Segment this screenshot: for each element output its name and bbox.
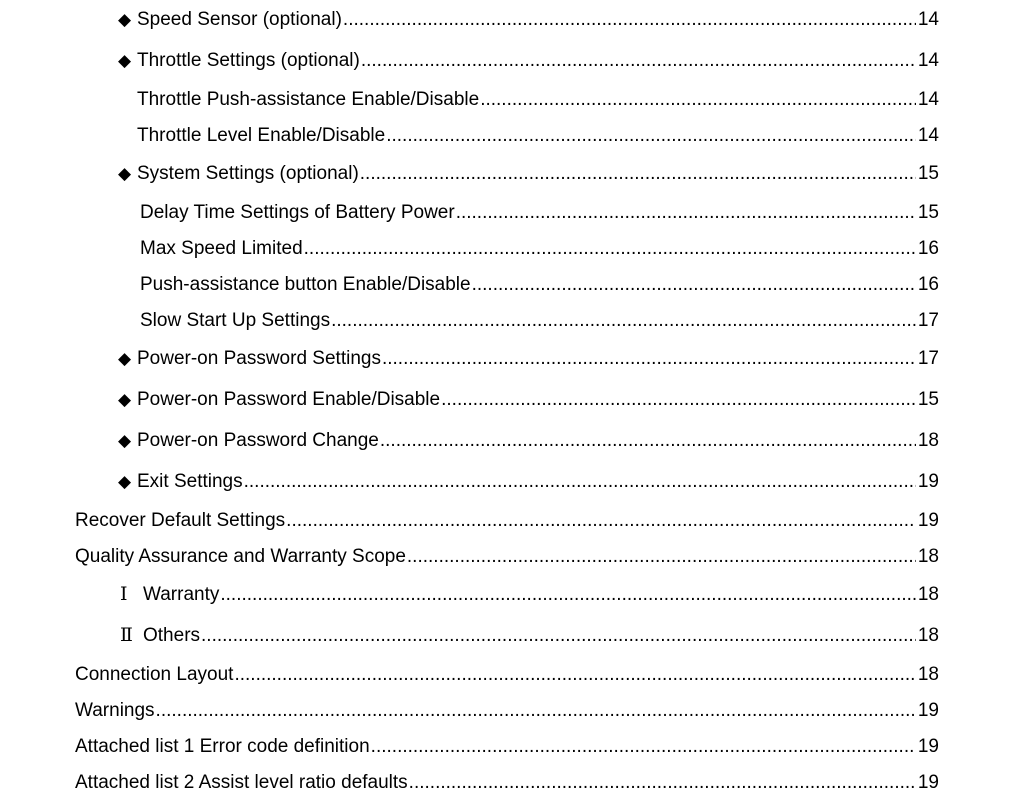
toc-entry-title: Exit Settings <box>137 471 243 492</box>
dot-leader <box>360 161 916 187</box>
toc-entry-title: Power-on Password Settings <box>137 348 381 369</box>
toc-entry-max-speed[interactable] <box>140 236 939 262</box>
toc-entry-title: Max Speed Limited <box>140 238 303 259</box>
toc-entry-warnings[interactable] <box>75 698 939 724</box>
toc-entry-title: Others <box>143 625 201 646</box>
toc-entry-quality-assurance[interactable] <box>75 544 939 570</box>
toc-entry-title: Slow Start Up Settings <box>140 310 331 331</box>
toc-entry-title: Attached list 2 Assist level ratio defaults <box>75 772 408 793</box>
toc-page-number: 18 <box>917 546 939 567</box>
toc-entry-attached-list-1[interactable] <box>75 734 939 760</box>
toc-entry-recover-default[interactable] <box>75 508 939 534</box>
dot-leader <box>480 87 916 113</box>
toc-page-number: 18 <box>917 430 939 451</box>
toc-entry-title: Warranty <box>143 584 220 605</box>
toc-entry-exit-settings[interactable] <box>118 469 939 495</box>
toc-entry-attached-list-2[interactable] <box>75 770 939 796</box>
roman-numeral: Ⅱ <box>120 625 133 646</box>
toc-entry-delay-time[interactable] <box>140 200 939 226</box>
roman-numeral: Ⅰ <box>120 584 128 605</box>
diamond-bullet-icon: ◆ <box>118 164 132 183</box>
toc-page-number: 15 <box>917 163 939 184</box>
toc-page-number: 16 <box>917 274 939 295</box>
toc-page-number: 19 <box>917 471 939 492</box>
dot-leader <box>371 734 916 760</box>
dot-leader <box>331 308 916 334</box>
toc-entry-throttle-push-assistance[interactable] <box>137 87 939 113</box>
toc-entry-push-assistance-button[interactable] <box>140 272 939 298</box>
dot-leader <box>244 469 916 495</box>
toc-entry-throttle-level[interactable] <box>137 123 939 149</box>
dot-leader <box>361 48 916 74</box>
dot-leader <box>156 698 916 724</box>
toc-entry-power-on-password-change[interactable] <box>118 428 939 454</box>
diamond-bullet-icon: ◆ <box>118 51 132 70</box>
toc-entry-power-on-password-enable[interactable] <box>118 387 939 413</box>
toc-page-number: 18 <box>917 625 939 646</box>
toc-page-number: 18 <box>917 584 939 605</box>
diamond-bullet-icon: ◆ <box>118 472 132 491</box>
toc-page-number: 17 <box>917 310 939 331</box>
toc-entry-title: Attached list 1 Error code definition <box>75 736 370 757</box>
diamond-bullet-icon: ◆ <box>118 10 132 29</box>
dot-leader <box>343 7 916 33</box>
toc-entry-slow-start[interactable] <box>140 308 939 334</box>
dot-leader <box>304 236 916 262</box>
dot-leader <box>472 272 916 298</box>
toc-entry-title: Power-on Password Change <box>137 430 379 451</box>
toc-page-number: 14 <box>917 125 939 146</box>
diamond-bullet-icon: ◆ <box>118 390 132 409</box>
toc-page-number: 19 <box>917 736 939 757</box>
toc-page-number: 19 <box>917 700 939 721</box>
toc-page-number: 14 <box>917 50 939 71</box>
toc-entry-title: Power-on Password Enable/Disable <box>137 389 441 410</box>
toc-entry-title: Throttle Push-assistance Enable/Disable <box>137 89 480 110</box>
diamond-bullet-icon: ◆ <box>118 431 132 450</box>
toc-page-number: 16 <box>917 238 939 259</box>
toc-entry-title: Push-assistance button Enable/Disable <box>140 274 471 295</box>
toc-entry-connection-layout[interactable] <box>75 662 939 688</box>
toc-entry-title: Warnings <box>75 700 155 721</box>
toc-page-number: 14 <box>917 9 939 30</box>
toc-entry-power-on-password-settings[interactable] <box>118 346 939 372</box>
toc-entry-title: Speed Sensor (optional) <box>137 9 342 30</box>
toc-page-number: 19 <box>917 772 939 793</box>
toc-entry-title: Delay Time Settings of Battery Power <box>140 202 455 223</box>
dot-leader <box>386 123 916 149</box>
toc-page-number: 18 <box>917 664 939 685</box>
toc-page-number: 15 <box>917 389 939 410</box>
toc-entry-title: Throttle Settings (optional) <box>137 50 360 71</box>
dot-leader <box>407 544 916 570</box>
toc-entry-title: Throttle Level Enable/Disable <box>137 125 386 146</box>
dot-leader <box>380 428 916 454</box>
toc-entry-system-settings[interactable] <box>118 161 939 187</box>
toc-page-number: 19 <box>917 510 939 531</box>
dot-leader <box>220 582 915 608</box>
toc-entry-title: System Settings (optional) <box>137 163 359 184</box>
diamond-bullet-icon: ◆ <box>118 349 132 368</box>
dot-leader <box>201 623 916 649</box>
dot-leader <box>441 387 916 413</box>
toc-entry-throttle-settings[interactable] <box>118 48 939 74</box>
toc-entry-others[interactable] <box>120 623 939 649</box>
dot-leader <box>234 662 915 688</box>
dot-leader <box>456 200 916 226</box>
dot-leader <box>382 346 916 372</box>
toc-entry-warranty[interactable] <box>120 582 939 608</box>
toc-entry-title: Connection Layout <box>75 664 234 685</box>
toc-page-number: 14 <box>917 89 939 110</box>
toc-entry-title: Quality Assurance and Warranty Scope <box>75 546 406 567</box>
toc-page-number: 15 <box>917 202 939 223</box>
dot-leader <box>409 770 916 796</box>
dot-leader <box>286 508 916 534</box>
toc-entry-speed-sensor[interactable] <box>118 7 939 33</box>
toc-page-number: 17 <box>917 348 939 369</box>
toc-entry-title: Recover Default Settings <box>75 510 286 531</box>
